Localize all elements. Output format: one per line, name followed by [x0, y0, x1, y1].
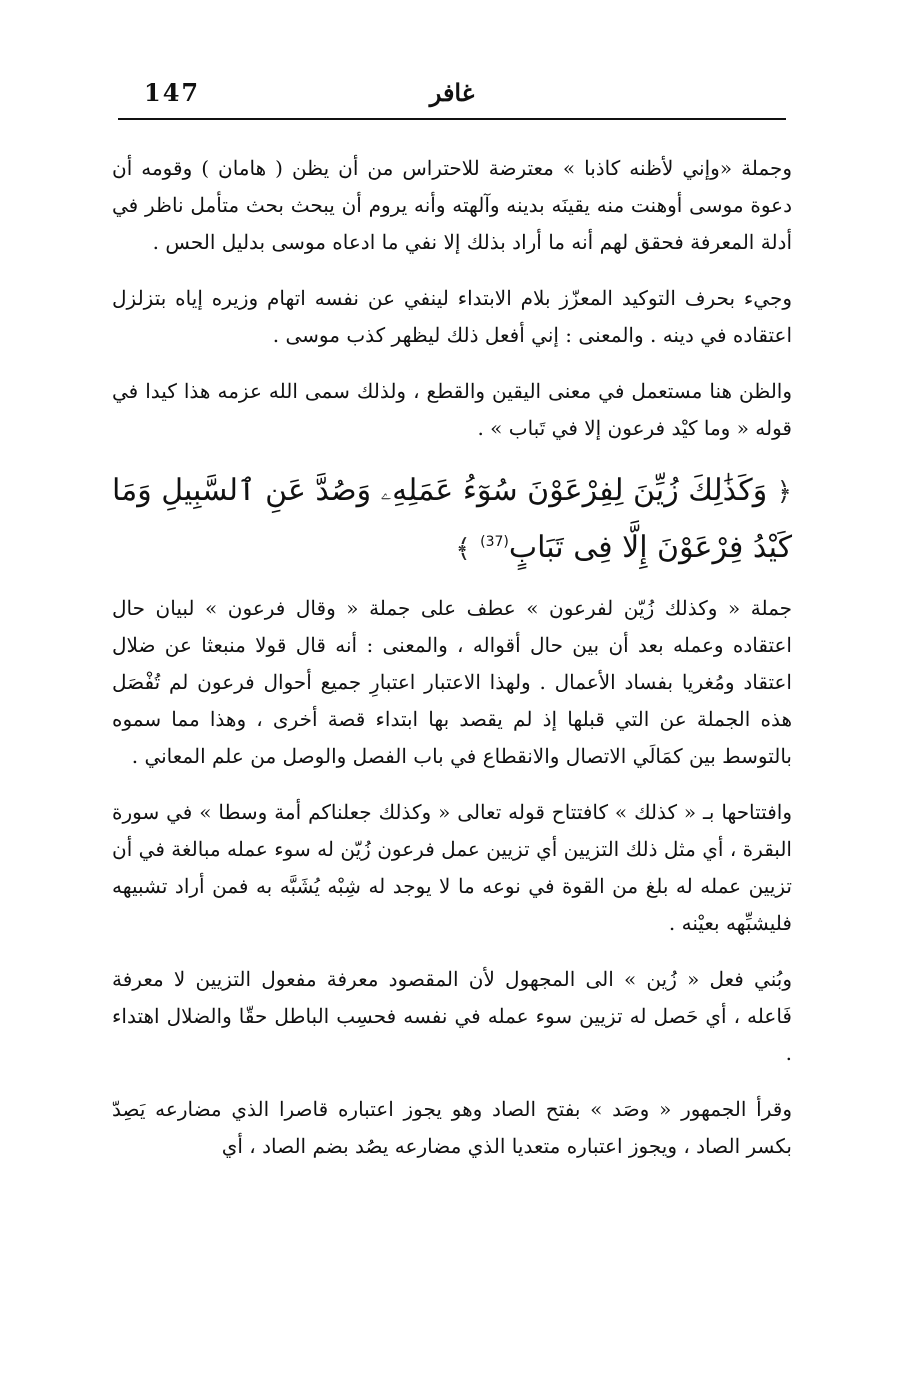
body-text: [112, 150, 792, 1184]
paragraph: وجيء بحرف التوكيد المعزّز بلام الابتداء لينفي عن نفسه اتهام وزيره إياه بتزلزل اعتقاده في دينه . والمعنى : إني أفعل ذلك ليظهر كذب موسى .: [112, 286, 792, 347]
verse-text: وَكَذَٰلِكَ زُيِّنَ لِفِرْعَوْنَ سُوٓءُ عَمَلِهِۦ وَصُدَّ عَنِ ٱلسَّبِيلِ وَمَا كَيْدُ فِرْعَوْنَ إِلَّا فِى تَبَابٍ: [112, 473, 792, 565]
verse-number: (37): [480, 534, 509, 550]
paragraph: جملة « وكذلك زُيّن لفرعون » عطف على جملة « وقال فرعون » لبيان حال اعتقاده وعمله بعد أن بين حال أقواله ، والمعنى : أنه قال قولا منبعثا عن ضلال اعتقاد ومُغريا بفساد الأعمال . ولهذا الاعتبار اعتبارِ جميع أحوال فرعون لم تُفْصَل هذه الجملة عن التي قبلها إذ لم يقصد بها ابتداء قصة أخرى ، وهذا مما سموه بالتوسط بين كمَالَي الاتصال والانقطاع في باب الفصل والوصل من علم المعاني .: [112, 596, 792, 768]
quran-verse: [112, 466, 792, 574]
paragraph: وافتتاحها بـ « كذلك » كافتتاح قوله تعالى « وكذلك جعلناكم أمة وسطا » في سورة البقرة ، أي مثل ذلك التزيين أي تزيين عمل فرعون زُيّن له سوء عمله مبالغة في أن تزيين عمله له بلغ من القوة في نوعه ما لا يوجد له شِبْه يُشَبَّه به فمن أراد تشبيهه فليشبِّهه بعيْنه .: [112, 800, 792, 935]
verse-number-value: 37: [485, 534, 504, 550]
paragraph: وجملة «وإني لأظنه كاذبا » معترضة للاحتراس من أن يظن ( هامان ) وقومه أن دعوة موسى أوهنت منه يقينَه بدينه وآلهته وأنه يروم أن يبحث بحث متأمل ناظر في أدلة المعرفة فحقق لهم أنه ما أراد بذلك إلا نفي ما ادعاه موسى بدليل الحس .: [112, 156, 792, 254]
page-header: [118, 70, 786, 120]
verse-close-mark: ﴾: [455, 534, 471, 564]
running-title: غافر: [429, 78, 475, 107]
paragraph: وبُني فعل « زُين » الى المجهول لأن المقصود معرفة مفعول التزيين لا معرفة فَاعله ، أي حَصل له تزيين سوء عمله في نفسه فحسِب الباطل حقّا والضلال اهتداء .: [112, 967, 792, 1065]
verse-open-mark: ﴿: [776, 477, 792, 507]
paragraph: والظن هنا مستعمل في معنى اليقين والقطع ، ولذلك سمى الله عزمه هذا كيدا في قوله « وما كيْد فرعون إلا في تَباب » .: [112, 379, 792, 440]
paragraph: وقرأ الجمهور « وصَد » بفتح الصاد وهو يجوز اعتباره قاصرا الذي مضارعه يَصِدّ بكسر الصاد ، ويجوز اعتباره متعديا الذي مضارعه يصُد بضم الصاد ، أي: [112, 1097, 792, 1158]
page-number: 147: [144, 78, 201, 107]
